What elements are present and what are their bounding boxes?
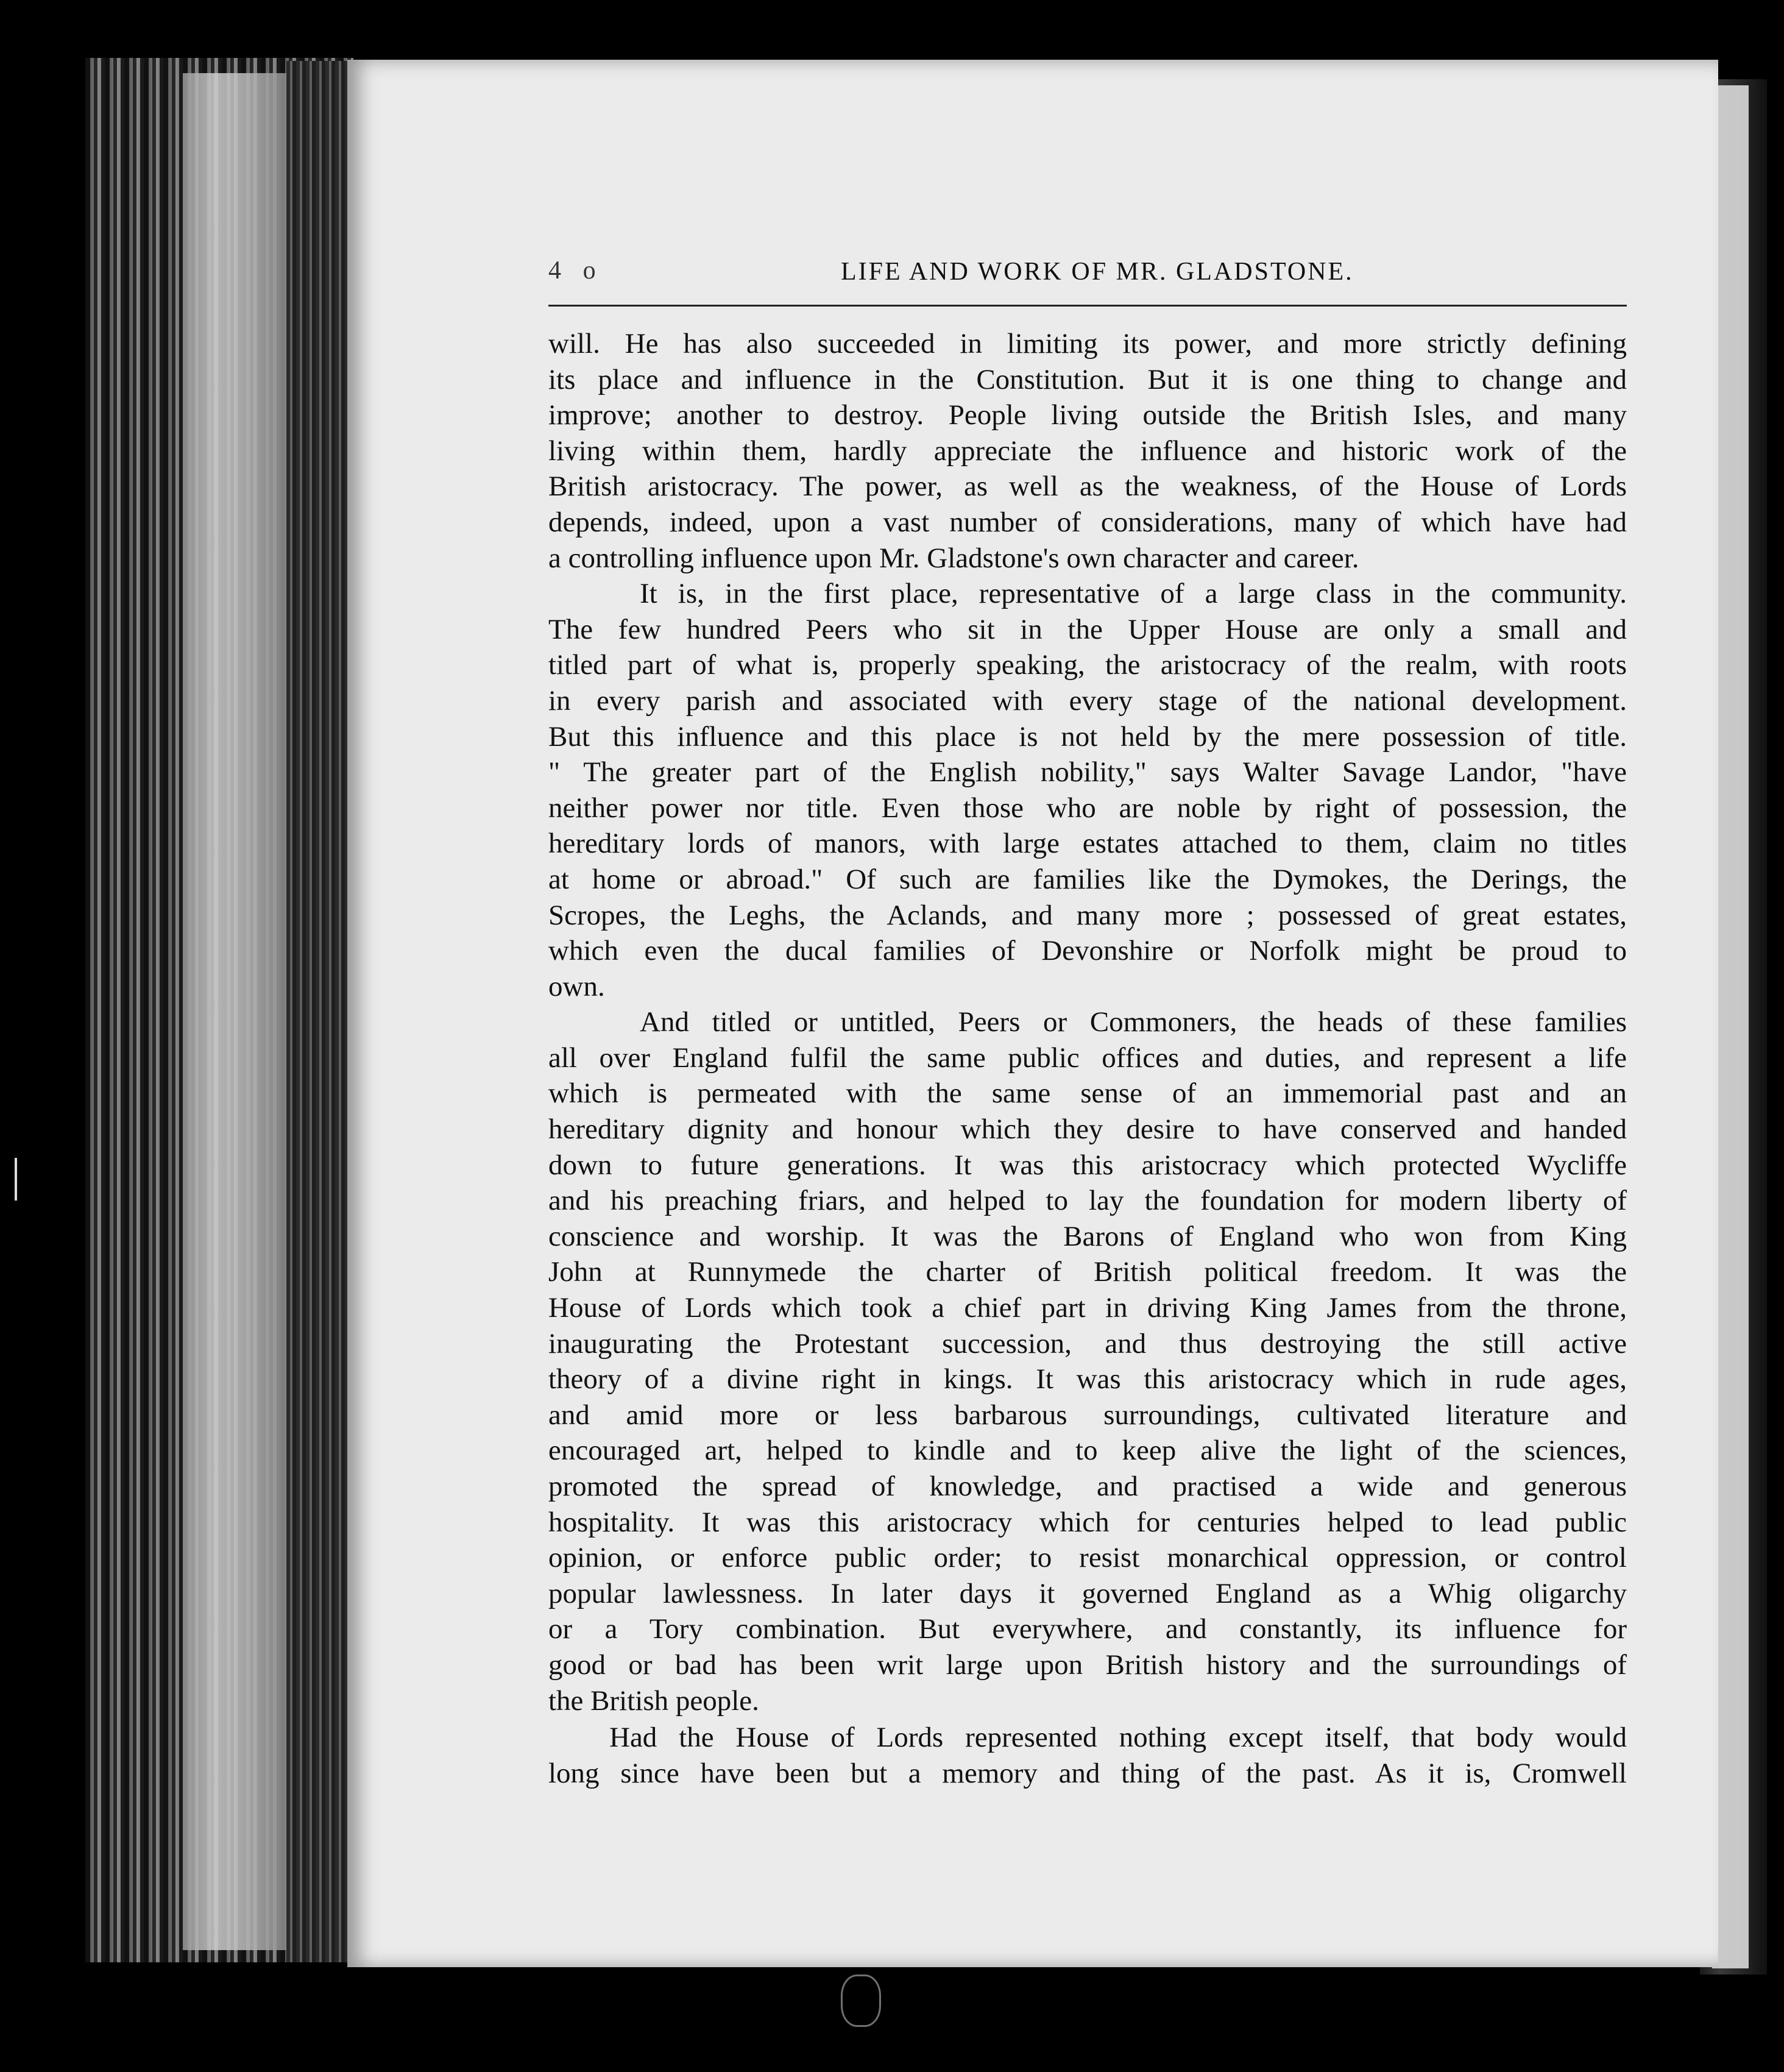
text-line: And titled or untitled, Peers or Commoners, the heads of these families xyxy=(640,1006,1627,1038)
header-rule xyxy=(548,305,1627,307)
text-line: opinion, or enforce public order; to resist monarchical oppression, or control xyxy=(548,1542,1627,1574)
body-text xyxy=(548,326,1627,1791)
text-line: and his preaching friars, and helped to lay the foundation for modern liberty of xyxy=(548,1185,1627,1217)
text-line: which even the ducal families of Devonshire or Norfolk might be proud to xyxy=(548,935,1627,967)
text-line: neither power nor title. Even those who are noble by right of possession, the xyxy=(548,792,1627,824)
text-line: popular lawlessness. In later days it governed England as a Whig oligarchy xyxy=(548,1577,1627,1609)
page-header xyxy=(548,255,1621,297)
book-page-edges-dark xyxy=(286,61,353,1962)
text-line: a controlling influence upon Mr. Gladstone's own character and career. xyxy=(548,542,1359,574)
text-line: theory of a divine right in kings. It was this aristocracy which in rude ages, xyxy=(548,1363,1627,1396)
text-line: living within them, hardly appreciate the influence and historic work of the xyxy=(548,435,1627,467)
text-line: which is permeated with the same sense of an immemorial past and an xyxy=(548,1077,1627,1110)
text-line: long since have been but a memory and thing of the past. As it is, Cromwell xyxy=(548,1757,1627,1789)
text-line: in every parish and associated with every stage of the national development. xyxy=(548,684,1627,717)
text-line: promoted the spread of knowledge, and practised a wide and generous xyxy=(548,1471,1627,1502)
text-line: hospitality. It was this aristocracy which for centuries helped to lead public xyxy=(548,1506,1627,1538)
text-line: British aristocracy. The power, as well as the weakness, of the House of Lords xyxy=(548,470,1627,503)
text-line: " The greater part of the English nobility," says Walter Savage Landor, "have xyxy=(548,756,1627,789)
text-line: House of Lords which took a chief part in driving King James from the throne, xyxy=(548,1292,1627,1324)
text-line: conscience and worship. It was the Barons of England who won from King xyxy=(548,1220,1627,1252)
book-page-edges-light xyxy=(183,73,286,1950)
text-line: the British people. xyxy=(548,1684,759,1717)
text-line: hereditary dignity and honour which they desire to have conserved and handed xyxy=(548,1113,1627,1146)
text-line: Scropes, the Leghs, the Aclands, and many more ; possessed of great estates, xyxy=(548,899,1627,931)
text-line: It is, in the first place, representative of a large class in the community. xyxy=(640,578,1627,610)
text-line: own. xyxy=(548,970,605,1002)
text-line: improve; another to destroy. People living outside the British Isles, and many xyxy=(548,399,1627,431)
text-line: encouraged art, helped to kindle and to keep alive the light of the sciences, xyxy=(548,1435,1627,1467)
text-line: at home or abroad." Of such are families like the Dymokes, the Derings, the xyxy=(548,863,1627,895)
text-line: good or bad has been writ large upon British history and the surroundings of xyxy=(548,1648,1627,1681)
page-number: 4ﾞo xyxy=(548,257,598,285)
text-line: and amid more or less barbarous surroundings, cultivated literature and xyxy=(548,1399,1627,1431)
scan-artifact xyxy=(841,1974,881,2027)
text-line: down to future generations. It was this aristocracy which protected Wycliffe xyxy=(548,1149,1627,1181)
text-line: depends, indeed, upon a vast number of considerations, many of which have had xyxy=(548,506,1627,538)
text-line: titled part of what is, properly speaking, the aristocracy of the realm, with roots xyxy=(548,649,1627,681)
text-line: all over England fulfil the same public offices and duties, and represent a life xyxy=(548,1041,1627,1074)
text-line: its place and influence in the Constitution. But it is one thing to change and xyxy=(548,363,1627,396)
text-line: But this influence and this place is not held by the mere possession of title. xyxy=(548,720,1627,753)
text-line: will. He has also succeeded in limiting its power, and more strictly defining xyxy=(548,328,1627,360)
running-title: LIFE AND WORK OF MR. GLADSTONE. xyxy=(841,258,1354,286)
text-line: hereditary lords of manors, with large estates attached to them, claim no titles xyxy=(548,828,1627,860)
text-line: Had the House of Lords represented nothing except itself, that body would xyxy=(609,1722,1627,1754)
text-line: John at Runnymede the charter of British political freedom. It was the xyxy=(548,1256,1627,1288)
scan-artifact xyxy=(15,1158,17,1201)
text-line: or a Tory combination. But everywhere, and constantly, its influence for xyxy=(548,1613,1627,1645)
text-line: inaugurating the Protestant succession, and thus destroying the still active xyxy=(548,1327,1627,1360)
text-line: The few hundred Peers who sit in the Upper House are only a small and xyxy=(548,613,1627,645)
